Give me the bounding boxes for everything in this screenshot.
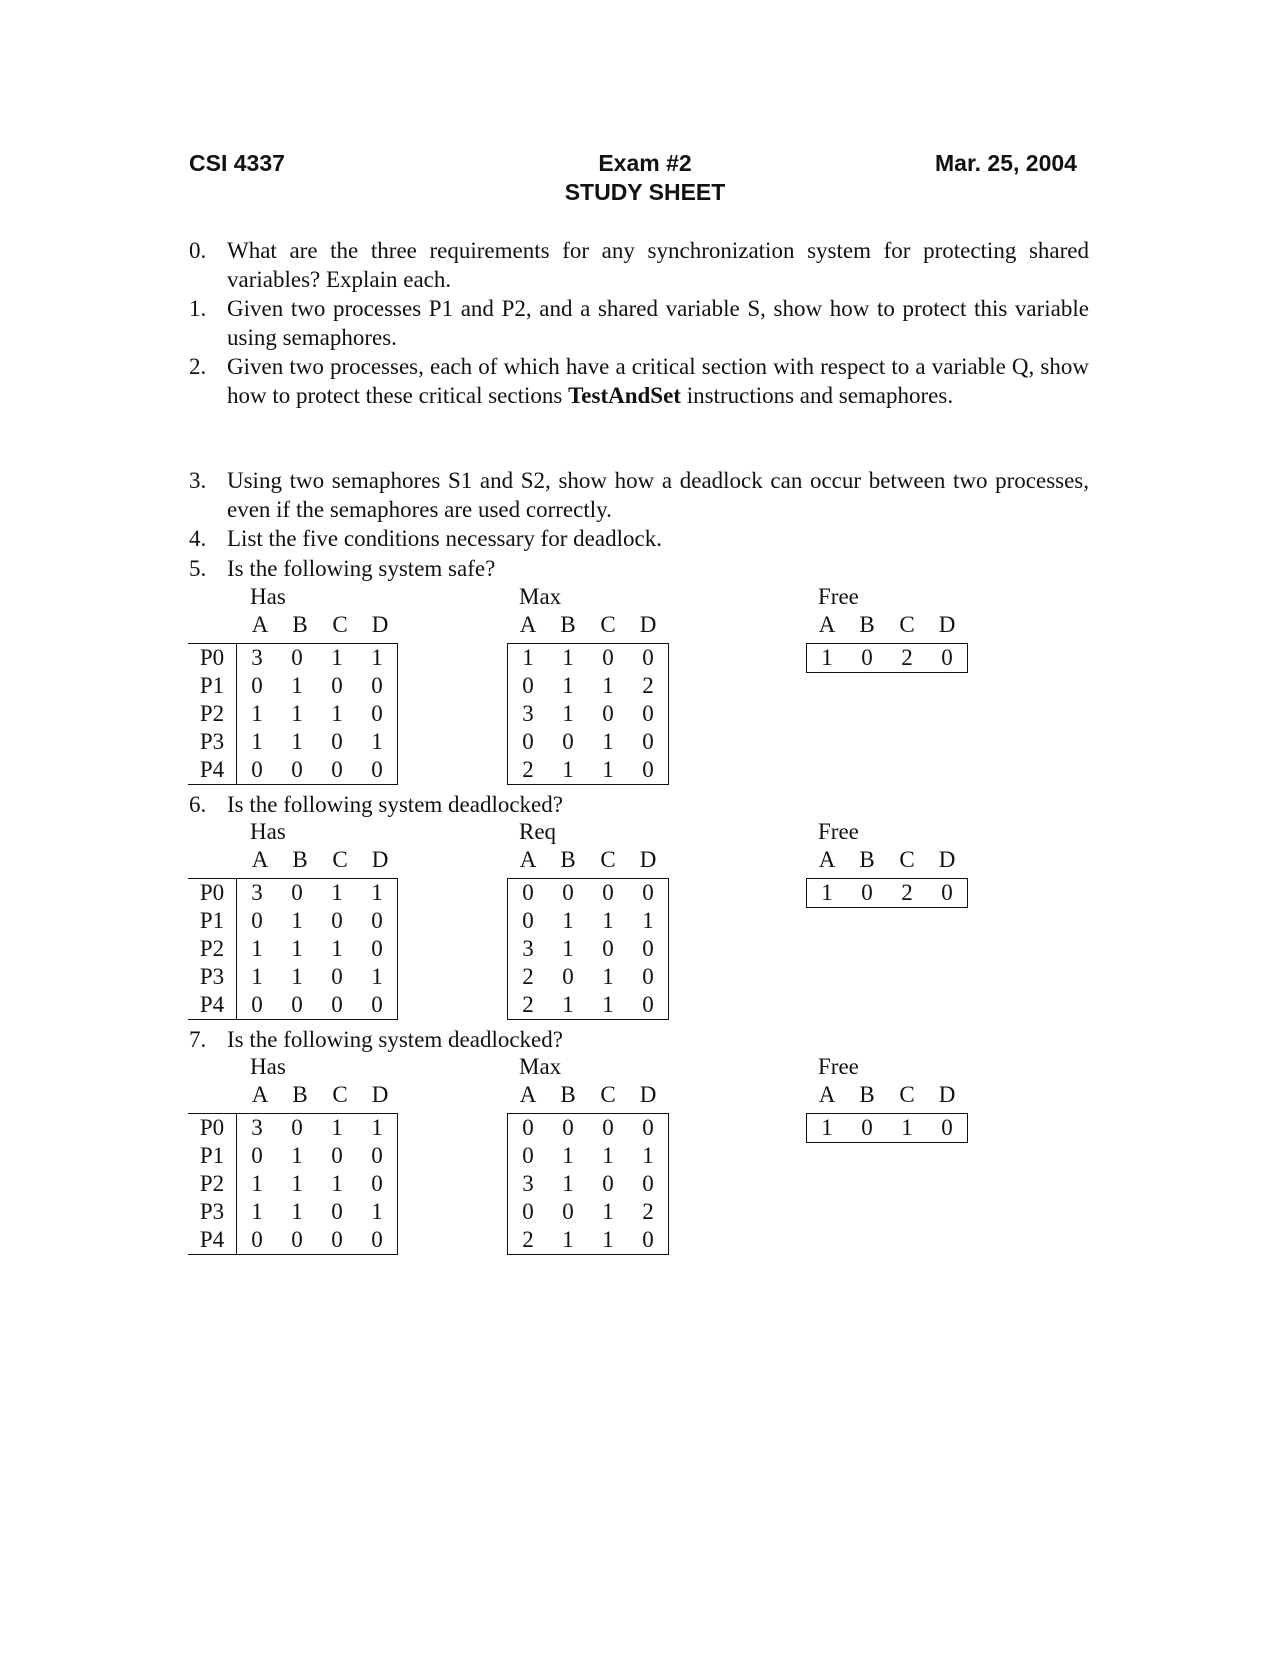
course-code: CSI 4337	[189, 150, 285, 176]
resource-header: B	[292, 1082, 308, 1107]
question-1	[189, 295, 1089, 352]
process-label: P2	[188, 1170, 237, 1198]
table-cell: 0	[628, 644, 669, 673]
resource-header: B	[859, 847, 875, 872]
exam-title: Exam #2	[598, 150, 692, 176]
free-table	[806, 1113, 968, 1143]
table-cell: 0	[508, 1114, 549, 1143]
table-row	[508, 991, 669, 1020]
table-cell: 1	[251, 1171, 263, 1196]
table-cell: 1	[357, 963, 398, 991]
table-row	[188, 644, 398, 673]
table-cell: 1	[251, 701, 263, 726]
question-number: 6.	[189, 792, 207, 817]
table-row	[508, 672, 669, 700]
table-cell: 0	[628, 963, 669, 991]
resource-header: B	[859, 612, 875, 637]
question-7	[189, 1026, 1089, 1055]
table-cell: 0	[237, 1226, 278, 1255]
question-text: Is the following system safe?	[227, 556, 496, 581]
table-row	[508, 1114, 669, 1143]
table-cell: 1	[291, 1199, 303, 1224]
question-number: 1.	[189, 296, 207, 321]
resource-header: D	[371, 847, 389, 872]
table-cell: 1	[807, 644, 848, 673]
table-cell: 1	[291, 964, 303, 989]
resource-header: C	[332, 1082, 348, 1107]
has-table	[188, 878, 398, 1020]
exam-subtitle: STUDY SHEET	[564, 179, 726, 205]
process-label: P4	[188, 756, 237, 785]
question-number: 4.	[189, 526, 207, 551]
table-cell: 1	[602, 964, 614, 989]
table-row	[508, 728, 669, 756]
second-table	[507, 878, 669, 1020]
table-row	[807, 879, 968, 908]
table-cell: 0	[357, 1226, 398, 1255]
has-label: Has	[250, 584, 286, 609]
second-table	[507, 1113, 669, 1255]
question-0	[189, 237, 1089, 294]
table-cell: 0	[927, 644, 968, 673]
table-cell: 0	[628, 879, 669, 908]
table-row	[188, 756, 398, 785]
resource-header: D	[639, 1082, 657, 1107]
table-cell: 0	[331, 673, 343, 698]
table-row	[807, 1114, 968, 1143]
table-cell: 1	[807, 1114, 848, 1143]
table-cell: 0	[847, 1114, 887, 1143]
table-cell: 0	[277, 1114, 317, 1143]
free-label: Free	[818, 584, 859, 609]
question-text: Is the following system deadlocked?	[227, 1027, 563, 1052]
table-cell: 0	[357, 756, 398, 785]
resource-header: D	[371, 1082, 389, 1107]
process-label: P0	[188, 1114, 237, 1143]
table-cell: 1	[357, 1198, 398, 1226]
table-cell: 0	[251, 908, 263, 933]
table-cell: 0	[628, 935, 669, 963]
table-cell: 0	[628, 1170, 669, 1198]
table-cell: 0	[277, 756, 317, 785]
resource-header: A	[519, 847, 537, 872]
table-cell: 0	[927, 879, 968, 908]
free-table	[806, 643, 968, 673]
table-cell: 0	[508, 672, 549, 700]
table-cell: 0	[588, 879, 628, 908]
question-3	[189, 467, 1089, 524]
table-cell: 0	[548, 1114, 588, 1143]
table-cell: 1	[291, 673, 303, 698]
table-cell: 1	[628, 1142, 669, 1170]
table-cell: 1	[602, 1199, 614, 1224]
table-cell: 1	[562, 1143, 574, 1168]
table-row	[188, 1114, 398, 1143]
table-cell: 0	[628, 1114, 669, 1143]
table-cell: 1	[588, 991, 628, 1020]
free-table	[806, 878, 968, 908]
table-cell: 0	[508, 879, 549, 908]
table-cell: 1	[291, 1171, 303, 1196]
table-cell: 0	[357, 1142, 398, 1170]
question-text: List the five conditions necessary for deadlock.	[227, 526, 662, 551]
table-row	[508, 644, 669, 673]
process-label: P1	[188, 1142, 237, 1170]
resource-header: B	[560, 847, 576, 872]
table-row	[188, 672, 398, 700]
table-cell: 0	[508, 1198, 549, 1226]
table-cell: 0	[602, 936, 614, 961]
second-table	[507, 643, 669, 785]
table-cell: 0	[357, 907, 398, 935]
table-cell: 1	[628, 907, 669, 935]
table-cell: 3	[237, 879, 278, 908]
table-row	[188, 1226, 398, 1255]
resource-header: C	[899, 1082, 915, 1107]
table-cell: 1	[548, 756, 588, 785]
process-label: P3	[188, 963, 237, 991]
table-cell: 1	[317, 1114, 357, 1143]
table-row	[188, 991, 398, 1020]
table-cell: 1	[331, 1171, 343, 1196]
table-cell: 1	[251, 964, 263, 989]
table-row	[508, 1170, 669, 1198]
table-cell: 0	[548, 879, 588, 908]
table-cell: 1	[602, 908, 614, 933]
table-cell: 3	[508, 935, 549, 963]
table-cell: 1	[291, 908, 303, 933]
table-cell: 1	[251, 729, 263, 754]
question-text: Is the following system deadlocked?	[227, 792, 563, 817]
process-label: P1	[188, 672, 237, 700]
table-cell: 0	[317, 756, 357, 785]
has-label: Has	[250, 1054, 286, 1079]
table-cell: 2	[887, 879, 927, 908]
table-cell: 1	[562, 936, 574, 961]
table-cell: 0	[847, 879, 887, 908]
table-cell: 0	[628, 700, 669, 728]
process-label: P3	[188, 728, 237, 756]
question-number: 2.	[189, 354, 207, 379]
table-cell: 1	[251, 936, 263, 961]
table-cell: 0	[237, 991, 278, 1020]
table-cell: 0	[331, 964, 343, 989]
table-cell: 0	[317, 1226, 357, 1255]
question-6	[189, 791, 1089, 820]
table-cell: 0	[277, 644, 317, 673]
table-row	[508, 935, 669, 963]
table-cell: 0	[562, 729, 574, 754]
table-cell: 3	[237, 1114, 278, 1143]
table-row	[508, 756, 669, 785]
resource-header: A	[818, 847, 836, 872]
table-cell: 0	[251, 1143, 263, 1168]
table-cell: 1	[548, 1226, 588, 1255]
table-cell: 0	[251, 673, 263, 698]
table-row	[508, 963, 669, 991]
resource-header: B	[560, 1082, 576, 1107]
table-cell: 0	[508, 728, 549, 756]
table-cell: 1	[562, 908, 574, 933]
table-cell: 1	[317, 644, 357, 673]
question-number: 5.	[189, 556, 207, 581]
table-cell: 1	[357, 879, 398, 908]
table-cell: 1	[508, 644, 549, 673]
resource-header: D	[639, 847, 657, 872]
table-cell: 0	[277, 991, 317, 1020]
table-cell: 0	[331, 1143, 343, 1168]
max-label: Max	[519, 1054, 562, 1079]
table-row	[188, 963, 398, 991]
testandset-term: TestAndSet	[568, 382, 681, 408]
table-cell: 1	[331, 936, 343, 961]
table-cell: 1	[807, 879, 848, 908]
table-cell: 2	[508, 756, 549, 785]
table-cell: 1	[251, 1199, 263, 1224]
question-number: 3.	[189, 468, 207, 493]
table-row	[508, 1142, 669, 1170]
question-number: 0.	[189, 238, 207, 263]
resource-header: D	[938, 847, 956, 872]
table-cell: 0	[508, 907, 549, 935]
table-cell: 1	[291, 729, 303, 754]
table-row	[188, 1142, 398, 1170]
table-cell: 2	[628, 1198, 669, 1226]
process-label: P0	[188, 879, 237, 908]
table-cell: 0	[237, 756, 278, 785]
resource-header: A	[818, 612, 836, 637]
question-2	[189, 353, 1089, 410]
resource-header: D	[938, 1082, 956, 1107]
table-row	[188, 728, 398, 756]
resource-header: C	[600, 1082, 616, 1107]
table-row	[508, 879, 669, 908]
table-cell: 0	[357, 700, 398, 728]
table-cell: 3	[508, 1170, 549, 1198]
table-cell: 0	[628, 756, 669, 785]
process-label: P2	[188, 935, 237, 963]
table-cell: 1	[602, 673, 614, 698]
table-cell: 0	[317, 991, 357, 1020]
table-row	[188, 1170, 398, 1198]
resource-header: C	[899, 612, 915, 637]
question-text-part: Given two processes, each of which have a critical section with respect to a variable Q, show how to protect these critical sections	[227, 354, 1089, 408]
table-cell: 0	[357, 935, 398, 963]
table-cell: 1	[291, 1143, 303, 1168]
free-label: Free	[818, 1054, 859, 1079]
free-label: Free	[818, 819, 859, 844]
resource-header: A	[519, 1082, 537, 1107]
has-table	[188, 1113, 398, 1255]
resource-header: D	[639, 612, 657, 637]
resource-header: B	[292, 612, 308, 637]
table-cell: 1	[562, 673, 574, 698]
question-text: What are the three requirements for any synchronization system for protecting shared variables? Explain each.	[227, 238, 1089, 292]
question-text-part: instructions and semaphores.	[680, 382, 954, 408]
table-cell: 1	[357, 644, 398, 673]
table-row	[807, 644, 968, 673]
table-cell: 0	[562, 1199, 574, 1224]
table-cell: 0	[847, 644, 887, 673]
table-cell: 1	[357, 728, 398, 756]
table-cell: 2	[508, 991, 549, 1020]
table-row	[188, 907, 398, 935]
max-label: Max	[519, 584, 562, 609]
table-row	[508, 1198, 669, 1226]
resource-header: A	[251, 847, 269, 872]
table-row	[508, 700, 669, 728]
exam-date: Mar. 25, 2004	[935, 150, 1077, 176]
table-row	[188, 879, 398, 908]
table-cell: 1	[357, 1114, 398, 1143]
resource-header: A	[519, 612, 537, 637]
table-cell: 0	[277, 1226, 317, 1255]
table-cell: 1	[887, 1114, 927, 1143]
table-cell: 0	[331, 1199, 343, 1224]
resource-header: C	[899, 847, 915, 872]
table-cell: 0	[602, 701, 614, 726]
table-cell: 0	[927, 1114, 968, 1143]
table-cell: 1	[562, 701, 574, 726]
table-cell: 0	[357, 991, 398, 1020]
table-cell: 1	[317, 879, 357, 908]
table-cell: 0	[628, 728, 669, 756]
process-label: P2	[188, 700, 237, 728]
resource-header: B	[560, 612, 576, 637]
process-label: P3	[188, 1198, 237, 1226]
table-row	[188, 935, 398, 963]
process-label: P4	[188, 991, 237, 1020]
question-number: 7.	[189, 1027, 207, 1052]
table-cell: 0	[562, 964, 574, 989]
table-cell: 1	[291, 701, 303, 726]
resource-header: C	[332, 612, 348, 637]
process-label: P4	[188, 1226, 237, 1255]
resource-header: C	[600, 847, 616, 872]
process-label: P1	[188, 907, 237, 935]
table-row	[508, 1226, 669, 1255]
table-cell: 2	[887, 644, 927, 673]
table-cell: 0	[277, 879, 317, 908]
table-cell: 0	[628, 991, 669, 1020]
req-label: Req	[519, 819, 557, 844]
table-cell: 2	[628, 672, 669, 700]
table-cell: 1	[562, 1171, 574, 1196]
table-cell: 2	[508, 963, 549, 991]
resource-header: A	[818, 1082, 836, 1107]
table-cell: 0	[628, 1226, 669, 1255]
table-cell: 0	[331, 908, 343, 933]
table-cell: 2	[508, 1226, 549, 1255]
table-cell: 1	[588, 1226, 628, 1255]
table-cell: 0	[357, 1170, 398, 1198]
table-cell: 0	[602, 1171, 614, 1196]
table-cell: 3	[508, 700, 549, 728]
table-cell: 3	[237, 644, 278, 673]
table-cell: 1	[331, 701, 343, 726]
table-cell: 1	[291, 936, 303, 961]
resource-header: D	[371, 612, 389, 637]
resource-header: A	[251, 1082, 269, 1107]
table-cell: 1	[602, 729, 614, 754]
table-row	[188, 1198, 398, 1226]
resource-header: C	[600, 612, 616, 637]
question-text: Given two processes P1 and P2, and a shared variable S, show how to protect this variable using semaphores.	[227, 296, 1089, 350]
resource-header: D	[938, 612, 956, 637]
table-cell: 1	[602, 1143, 614, 1168]
table-cell: 1	[548, 991, 588, 1020]
question-text: Using two semaphores S1 and S2, show how a deadlock can occur between two processes, even if the semaphores are used correctly.	[227, 468, 1089, 522]
table-row	[188, 700, 398, 728]
resource-header: C	[332, 847, 348, 872]
question-4	[189, 525, 1089, 554]
has-table	[188, 643, 398, 785]
has-label: Has	[250, 819, 286, 844]
table-row	[508, 907, 669, 935]
question-text	[227, 353, 1089, 410]
table-cell: 0	[588, 644, 628, 673]
resource-header: B	[859, 1082, 875, 1107]
table-cell: 1	[548, 644, 588, 673]
table-cell: 0	[588, 1114, 628, 1143]
table-cell: 1	[588, 756, 628, 785]
process-label: P0	[188, 644, 237, 673]
question-5	[189, 555, 1089, 584]
resource-header: A	[251, 612, 269, 637]
table-cell: 0	[357, 672, 398, 700]
resource-header: B	[292, 847, 308, 872]
table-cell: 0	[331, 729, 343, 754]
table-cell: 0	[508, 1142, 549, 1170]
